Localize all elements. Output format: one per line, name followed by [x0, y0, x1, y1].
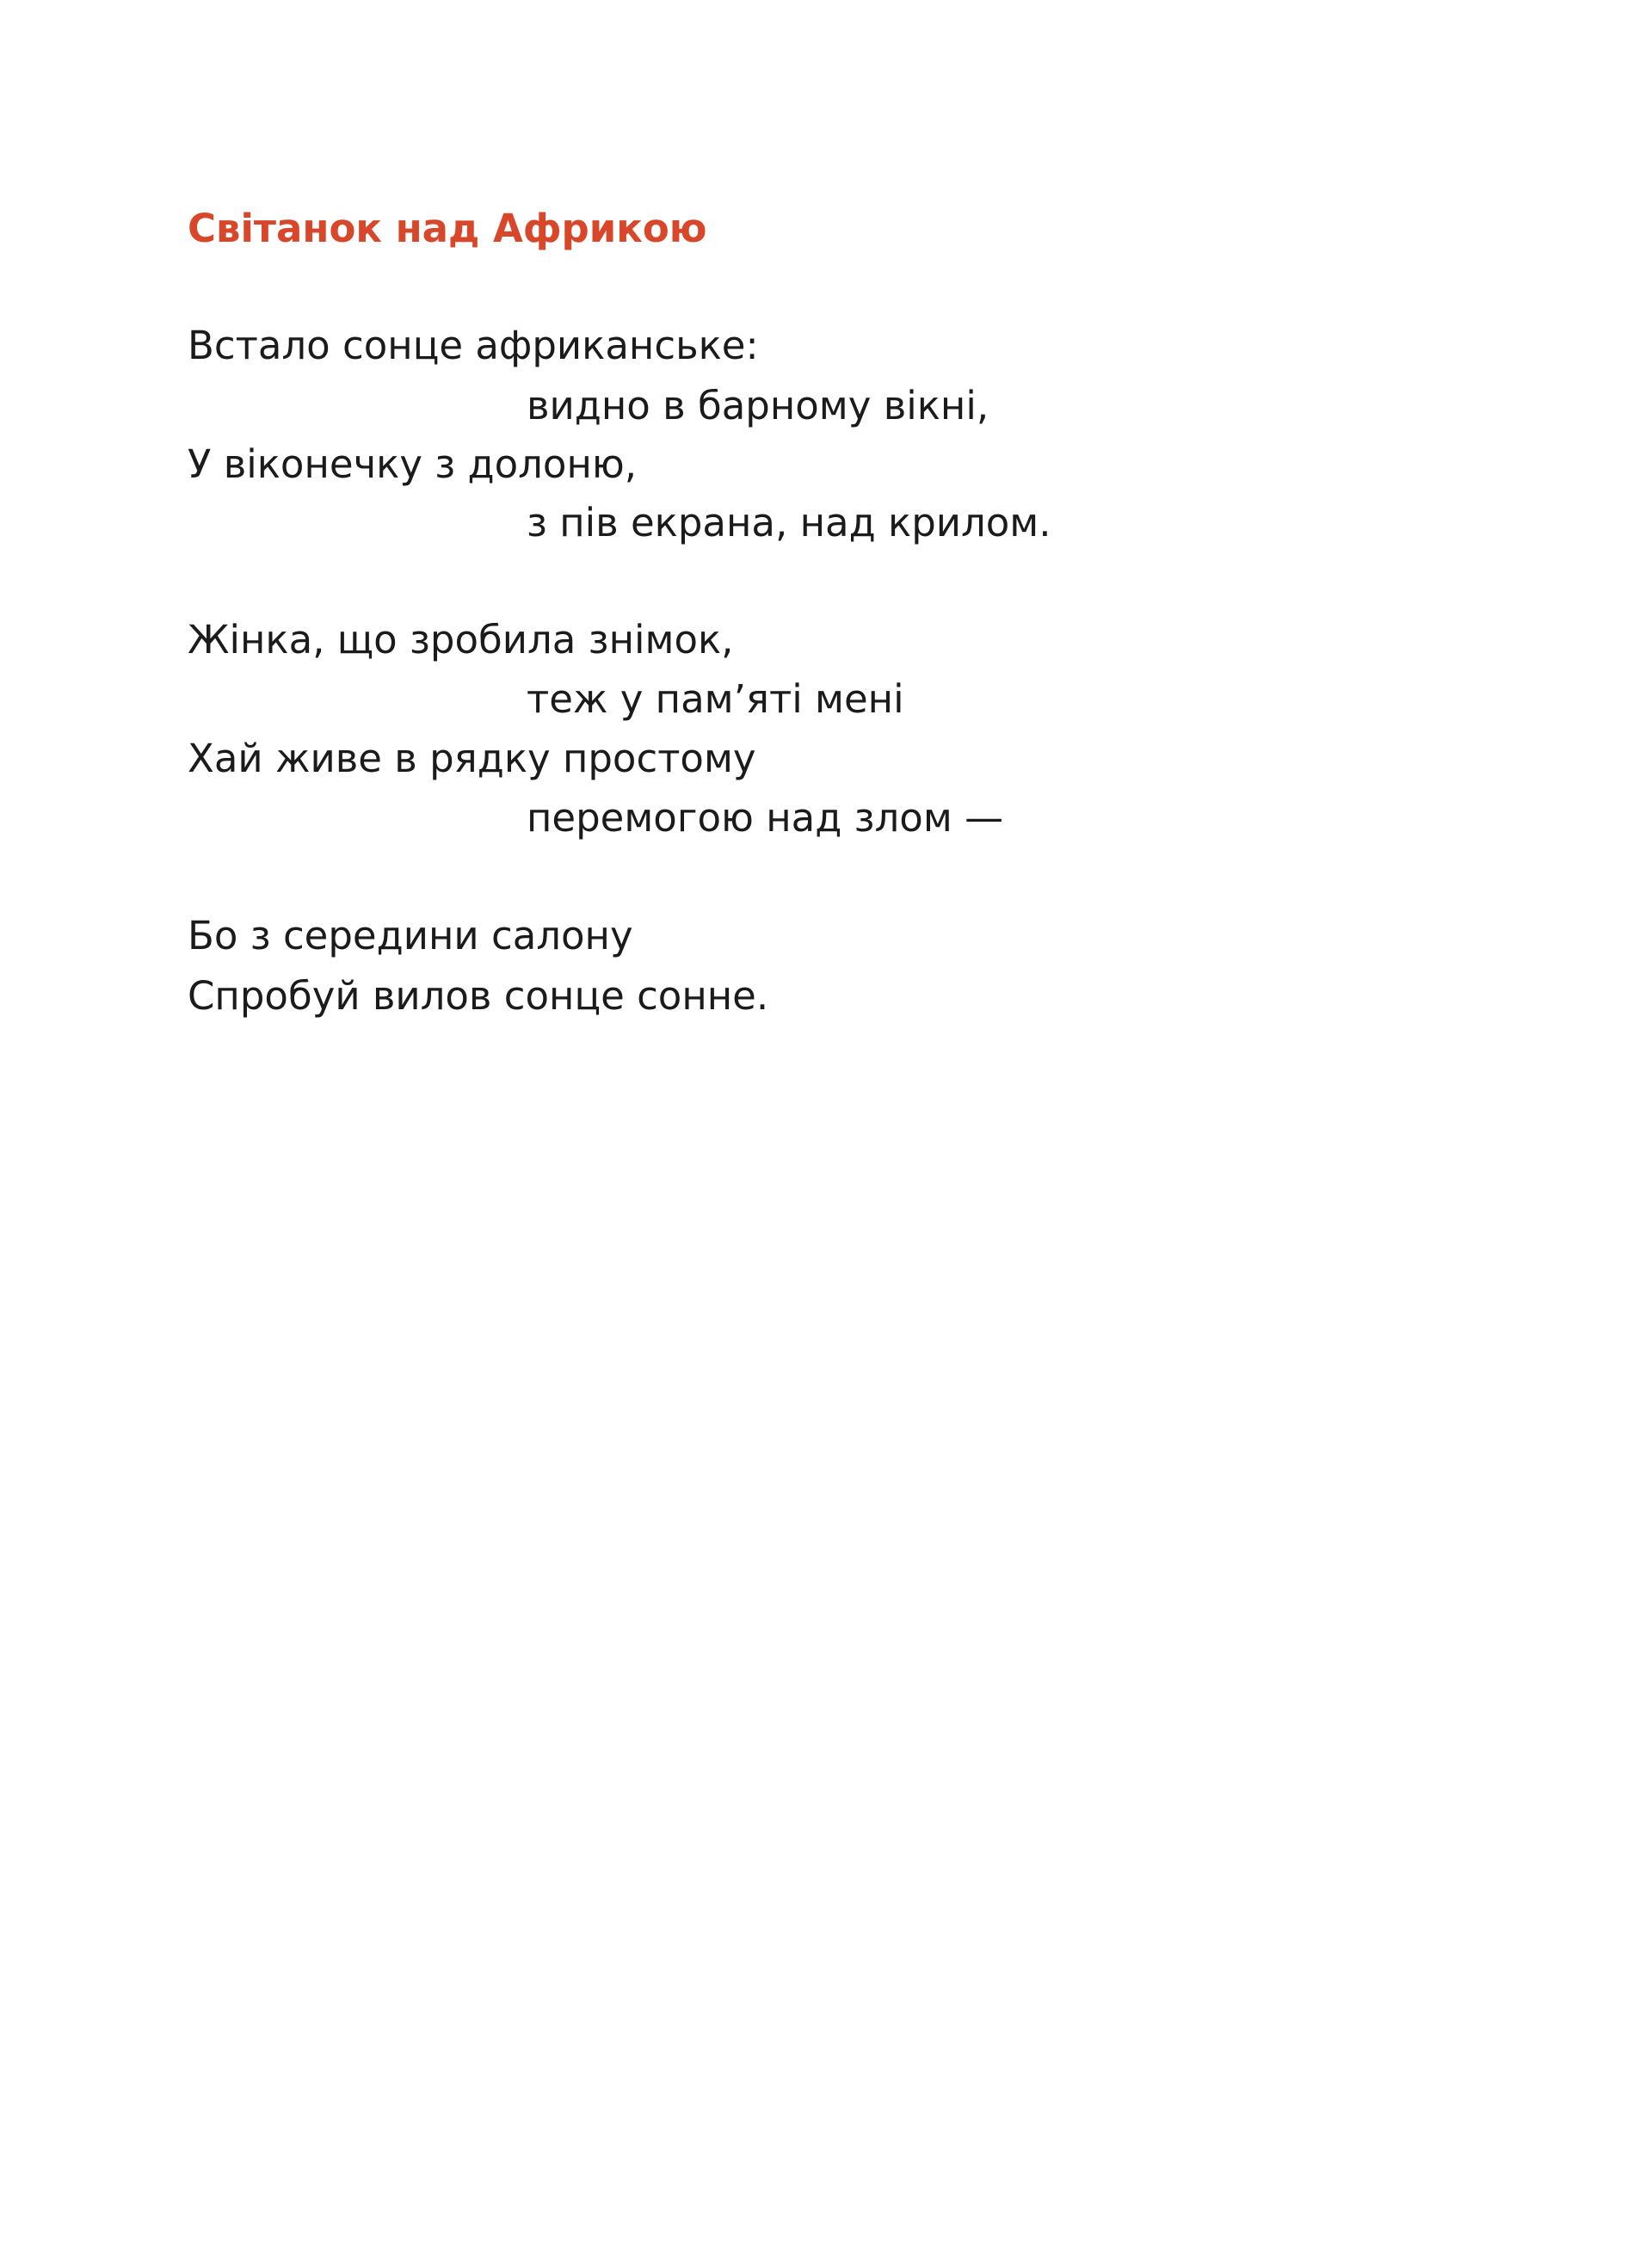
poem-title: Світанок над Африкою	[188, 206, 707, 251]
poem-line: Хай живе в рядку простому	[188, 736, 756, 781]
poem-line-indented: теж у пам’яті мені	[527, 676, 904, 722]
poem-line: Жінка, що зробила знімок,	[188, 617, 734, 662]
poem-line: Встало сонце африканське:	[188, 323, 759, 368]
poem-line-indented: перемогою над злом —	[527, 795, 1004, 841]
poem-line: Бо з середини салону	[188, 913, 633, 958]
poem-line: У віконечку з долоню,	[188, 441, 638, 487]
poem-line: Спробуй вилов сонце сонне.	[188, 973, 769, 1019]
poem-line-indented: видно в барному вікні,	[527, 383, 989, 428]
poem-line-indented: з пів екрана, над крилом.	[527, 500, 1051, 545]
